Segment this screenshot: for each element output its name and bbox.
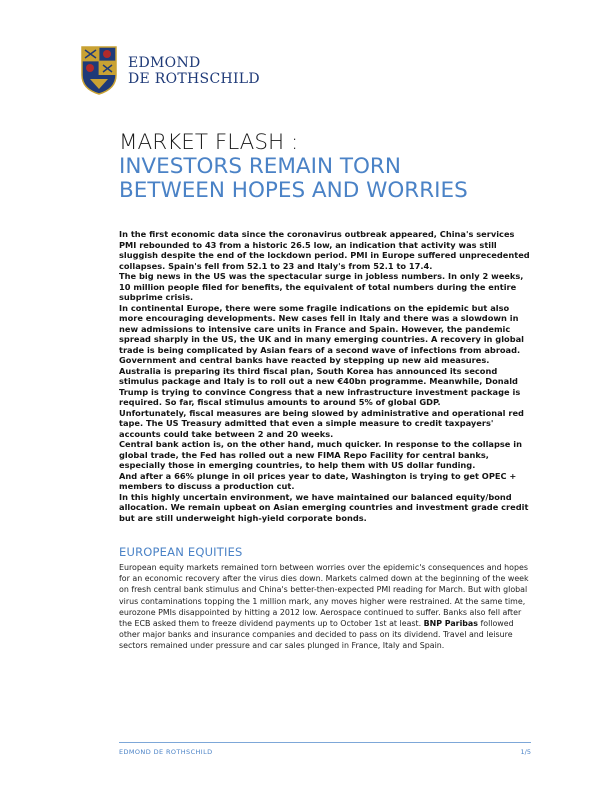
body-text-end: followed other major banks and insurance companies and decided to pass on its dividend. Travel and leisure sectors remained under pressure and car sales plunged in France, Italy and Spain.	[119, 619, 514, 651]
intro-paragraph: The big news in the US was the spectacular surge in jobless numbers. In only 2 weeks, 10 million people filed for benefits, the equivalent of total numbers during the entire subprime crisis.	[119, 271, 524, 302]
intro-paragraph: In this highly uncertain environment, we have maintained our balanced equity/bond allocation. We remain upbeat on Asian emerging countries and investment grade credit but are still underweight high-yield corporate bonds.	[119, 491, 529, 523]
body-text-start: European equity markets remained torn between worries over the epidemic's consequences and hopes for an economic recovery after the virus dies down. Markets calmed down at the beginning of the week on fresh central bank stimulus and China's better-then-expected PMI reading for March. But with global virus contaminations topping the 1 million mark, any moves higher were restrained. At the same time, eurozone PMIs disappointed by hitting a 2012 low. Aerospace continued to suffer. Banks also fell after the ECB asked them to freeze dividend payments up to October 1st at least.	[119, 563, 529, 629]
intro-paragraph: In continental Europe, there were some fragile indications on the epidemic but also more encouraging developments. New cases fell in Italy and there was a slowdown in new admissions to intensive care units in France and Spain. However, the pandemic spread sharply in the US, the UK and in many emerging countries. A recovery in global trade is being complicated by Asian fears of a second wave of infections from abroad.	[119, 302, 525, 355]
title-line-1: MARKET FLASH :	[119, 130, 299, 155]
section-heading: EUROPEAN EQUITIES	[119, 545, 243, 559]
company-name-bold: BNP Paribas	[423, 619, 478, 629]
footer-divider	[119, 742, 531, 743]
intro-summary	[119, 229, 533, 523]
footer-company: EDMOND DE ROTHSCHILD	[119, 748, 213, 756]
section-body	[119, 562, 531, 652]
intro-paragraph: Central bank action is, on the other hand, much quicker. In response to the collapse in global trade, the Fed has rolled out a new FIMA Repo Facility for central banks, especially those in emerging countries, to help them with US dollar funding.	[119, 439, 522, 470]
intro-paragraph: Government and central banks have reacted by stepping up new aid measures. Australia is preparing its third fiscal plan, South Korea has announced its second stimulus package and Italy is to roll out a new €40bn programme. Meanwhile, Donald Trump is trying to convince Congress that a new infrastructure investment package is required. So far, fiscal stimulus amounts to around 5% of global GDP.	[119, 355, 521, 407]
company-logo	[80, 45, 310, 95]
brand-line-2: DE ROTHSCHILD	[128, 71, 260, 87]
brand-name	[128, 55, 260, 87]
page-number: 1/5	[520, 748, 531, 756]
title-line-3: BETWEEN HOPES AND WORRIES	[119, 178, 468, 203]
intro-paragraph: In the first economic data since the coronavirus outbreak appeared, China's services PMI rebounded to 43 from a historic 26.5 low, an indication that activity was still sluggish despite the end of the lockdown period. PMI in Europe suffered unprecedented collapses. Spain's fell from 52.1 to 23 and Italy's from 52.1 to 17.4.	[119, 229, 530, 271]
intro-paragraph: And after a 66% plunge in oil prices year to date, Washington is trying to get OPEC + members to discuss a production cut.	[119, 470, 517, 491]
title-line-2: INVESTORS REMAIN TORN	[119, 154, 401, 179]
intro-paragraph: Unfortunately, fiscal measures are being slowed by administrative and operational red tape. The US Treasury admitted that even a simple measure to credit taxpayers' accounts could take between 2 and 20 weeks.	[119, 407, 524, 439]
page-title	[119, 131, 579, 203]
brand-line-1: EDMOND	[128, 55, 201, 71]
coat-of-arms-icon	[80, 45, 118, 95]
